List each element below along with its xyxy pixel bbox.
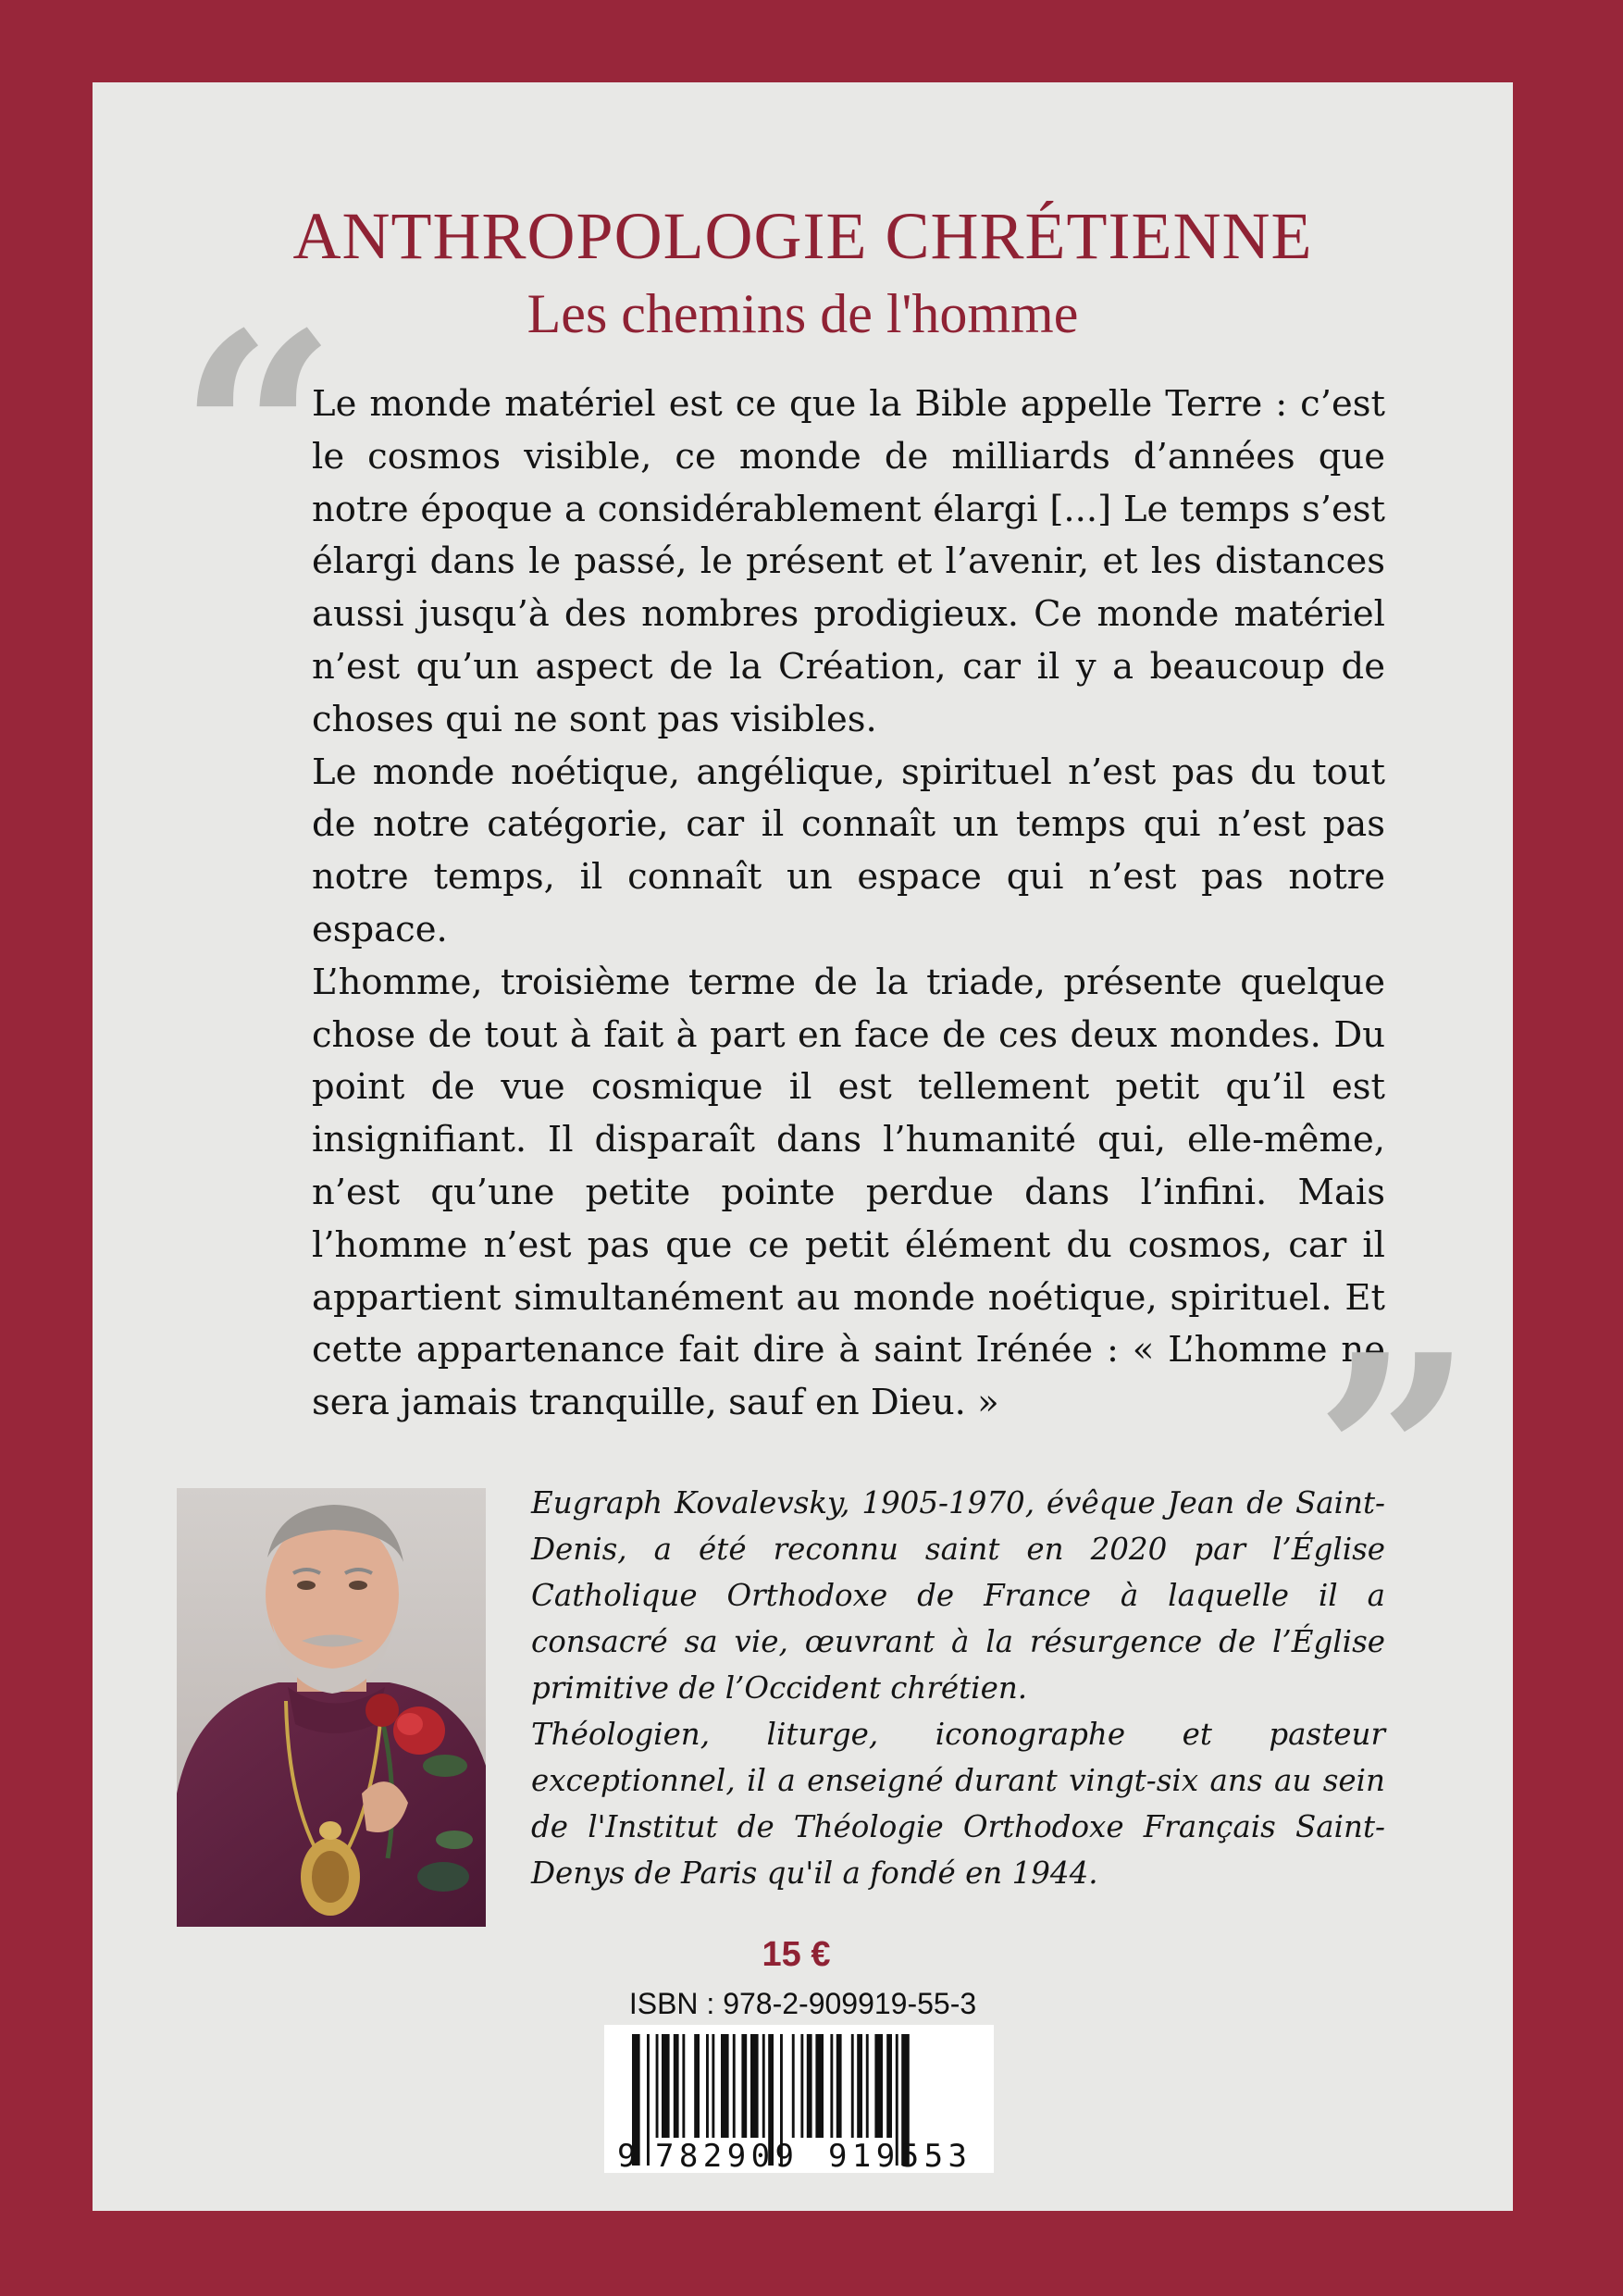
- barcode-bar: [712, 2034, 714, 2138]
- barcode-bar: [682, 2034, 685, 2138]
- barcode-bar: [721, 2034, 729, 2138]
- barcode-first-digit: 9: [617, 2138, 637, 2173]
- price-label: 15 €: [762, 1935, 831, 1974]
- close-quote-icon: ”: [1314, 1294, 1474, 1620]
- barcode: [604, 2025, 994, 2173]
- barcode-bar: [830, 2034, 833, 2138]
- barcode-right-digits: 919553: [828, 2138, 967, 2173]
- barcode-bar: [851, 2034, 854, 2138]
- barcode-bar: [750, 2034, 759, 2138]
- barcode-bar: [662, 2034, 670, 2138]
- barcode-bar: [647, 2034, 650, 2166]
- barcode-bar: [741, 2034, 747, 2138]
- quote-paragraph: Le monde matériel est ce que la Bible appelle Terre : c’est le cosmos visible, ce monde de milliards d’années que notre époque a considérablement élargi [...] Le temps s’est élargi dans le passé, le présent et l’avenir, et les distances aussi jusqu’à des nombres prodigieux. Ce monde matériel n’est qu’un aspect de la Création, car il y a beaucoup de choses qui ne sont pas visibles.: [312, 383, 1385, 740]
- barcode-bar: [800, 2034, 803, 2138]
- barcode-bar: [656, 2034, 659, 2138]
- open-quote-icon: “: [178, 272, 338, 599]
- quote-text: [312, 379, 1385, 1430]
- book-title: ANTHROPOLOGIE CHRÉTIENNE: [292, 199, 1313, 273]
- barcode-bar: [762, 2034, 765, 2138]
- barcode-bar: [857, 2034, 862, 2138]
- isbn-label: ISBN : 978-2-909919-55-3: [628, 1987, 977, 2020]
- barcode-left-digits: 782909: [655, 2138, 794, 2173]
- barcode-bar: [886, 2034, 892, 2138]
- barcode-bar: [836, 2034, 842, 2138]
- barcode-bar: [706, 2034, 709, 2138]
- barcode-bar: [792, 2034, 795, 2138]
- barcode-bar: [815, 2034, 824, 2138]
- barcode-bar: [733, 2034, 736, 2138]
- barcode-bar: [694, 2034, 700, 2138]
- author-bio: [531, 1480, 1385, 1896]
- barcode-bar: [896, 2034, 898, 2166]
- bio-paragraph: Théologien, liturge, iconographe et pasteur exceptionnel, il a enseigné durant vingt-six ans au sein de l'Institut de Théologie Orthodoxe Français Saint-Denys de Paris qu'il a fondé en 1944.: [531, 1717, 1385, 1891]
- author-photo: [177, 1488, 486, 1927]
- bio-paragraph: Eugraph Kovalevsky, 1905-1970, évêque Jean de Saint-Denis, a été reconnu saint en 2020 par l’Église Catholique Orthodoxe de France à laquelle il a consacré sa vie, œuvrant à la résurgence de l’Église primitive de l’Occident chrétien.: [531, 1485, 1385, 1706]
- barcode-bar: [874, 2034, 883, 2138]
- barcode-bar: [866, 2034, 869, 2138]
- book-subtitle: Les chemins de l'homme: [527, 283, 1079, 344]
- barcode-bar: [807, 2034, 812, 2138]
- cover-panel: [93, 82, 1513, 2211]
- barcode-bar: [674, 2034, 679, 2138]
- quote-paragraph: L’homme, troisième terme de la triade, présente quelque chose de tout à fait à part en face de ces deux mondes. Du point de vue cosmique il est tellement petit qu’il est insignifiant. Il disparaît dans l’humanité qui, elle-même, n’est qu’une petite pointe perdue dans l’infini. Mais l’homme n’est pas que ce petit élément du cosmos, car il appartient simultanément au monde noétique, spirituel. Et cette appartenance fait dire à saint Irénée : « L’homme ne sera jamais tranquille, sauf en Dieu. »: [312, 961, 1385, 1424]
- quote-paragraph: Le monde noétique, angélique, spirituel n’est pas du tout de notre catégorie, car il connaît un temps qui n’est pas notre temps, il connaît un espace qui n’est pas notre espace.: [312, 751, 1385, 950]
